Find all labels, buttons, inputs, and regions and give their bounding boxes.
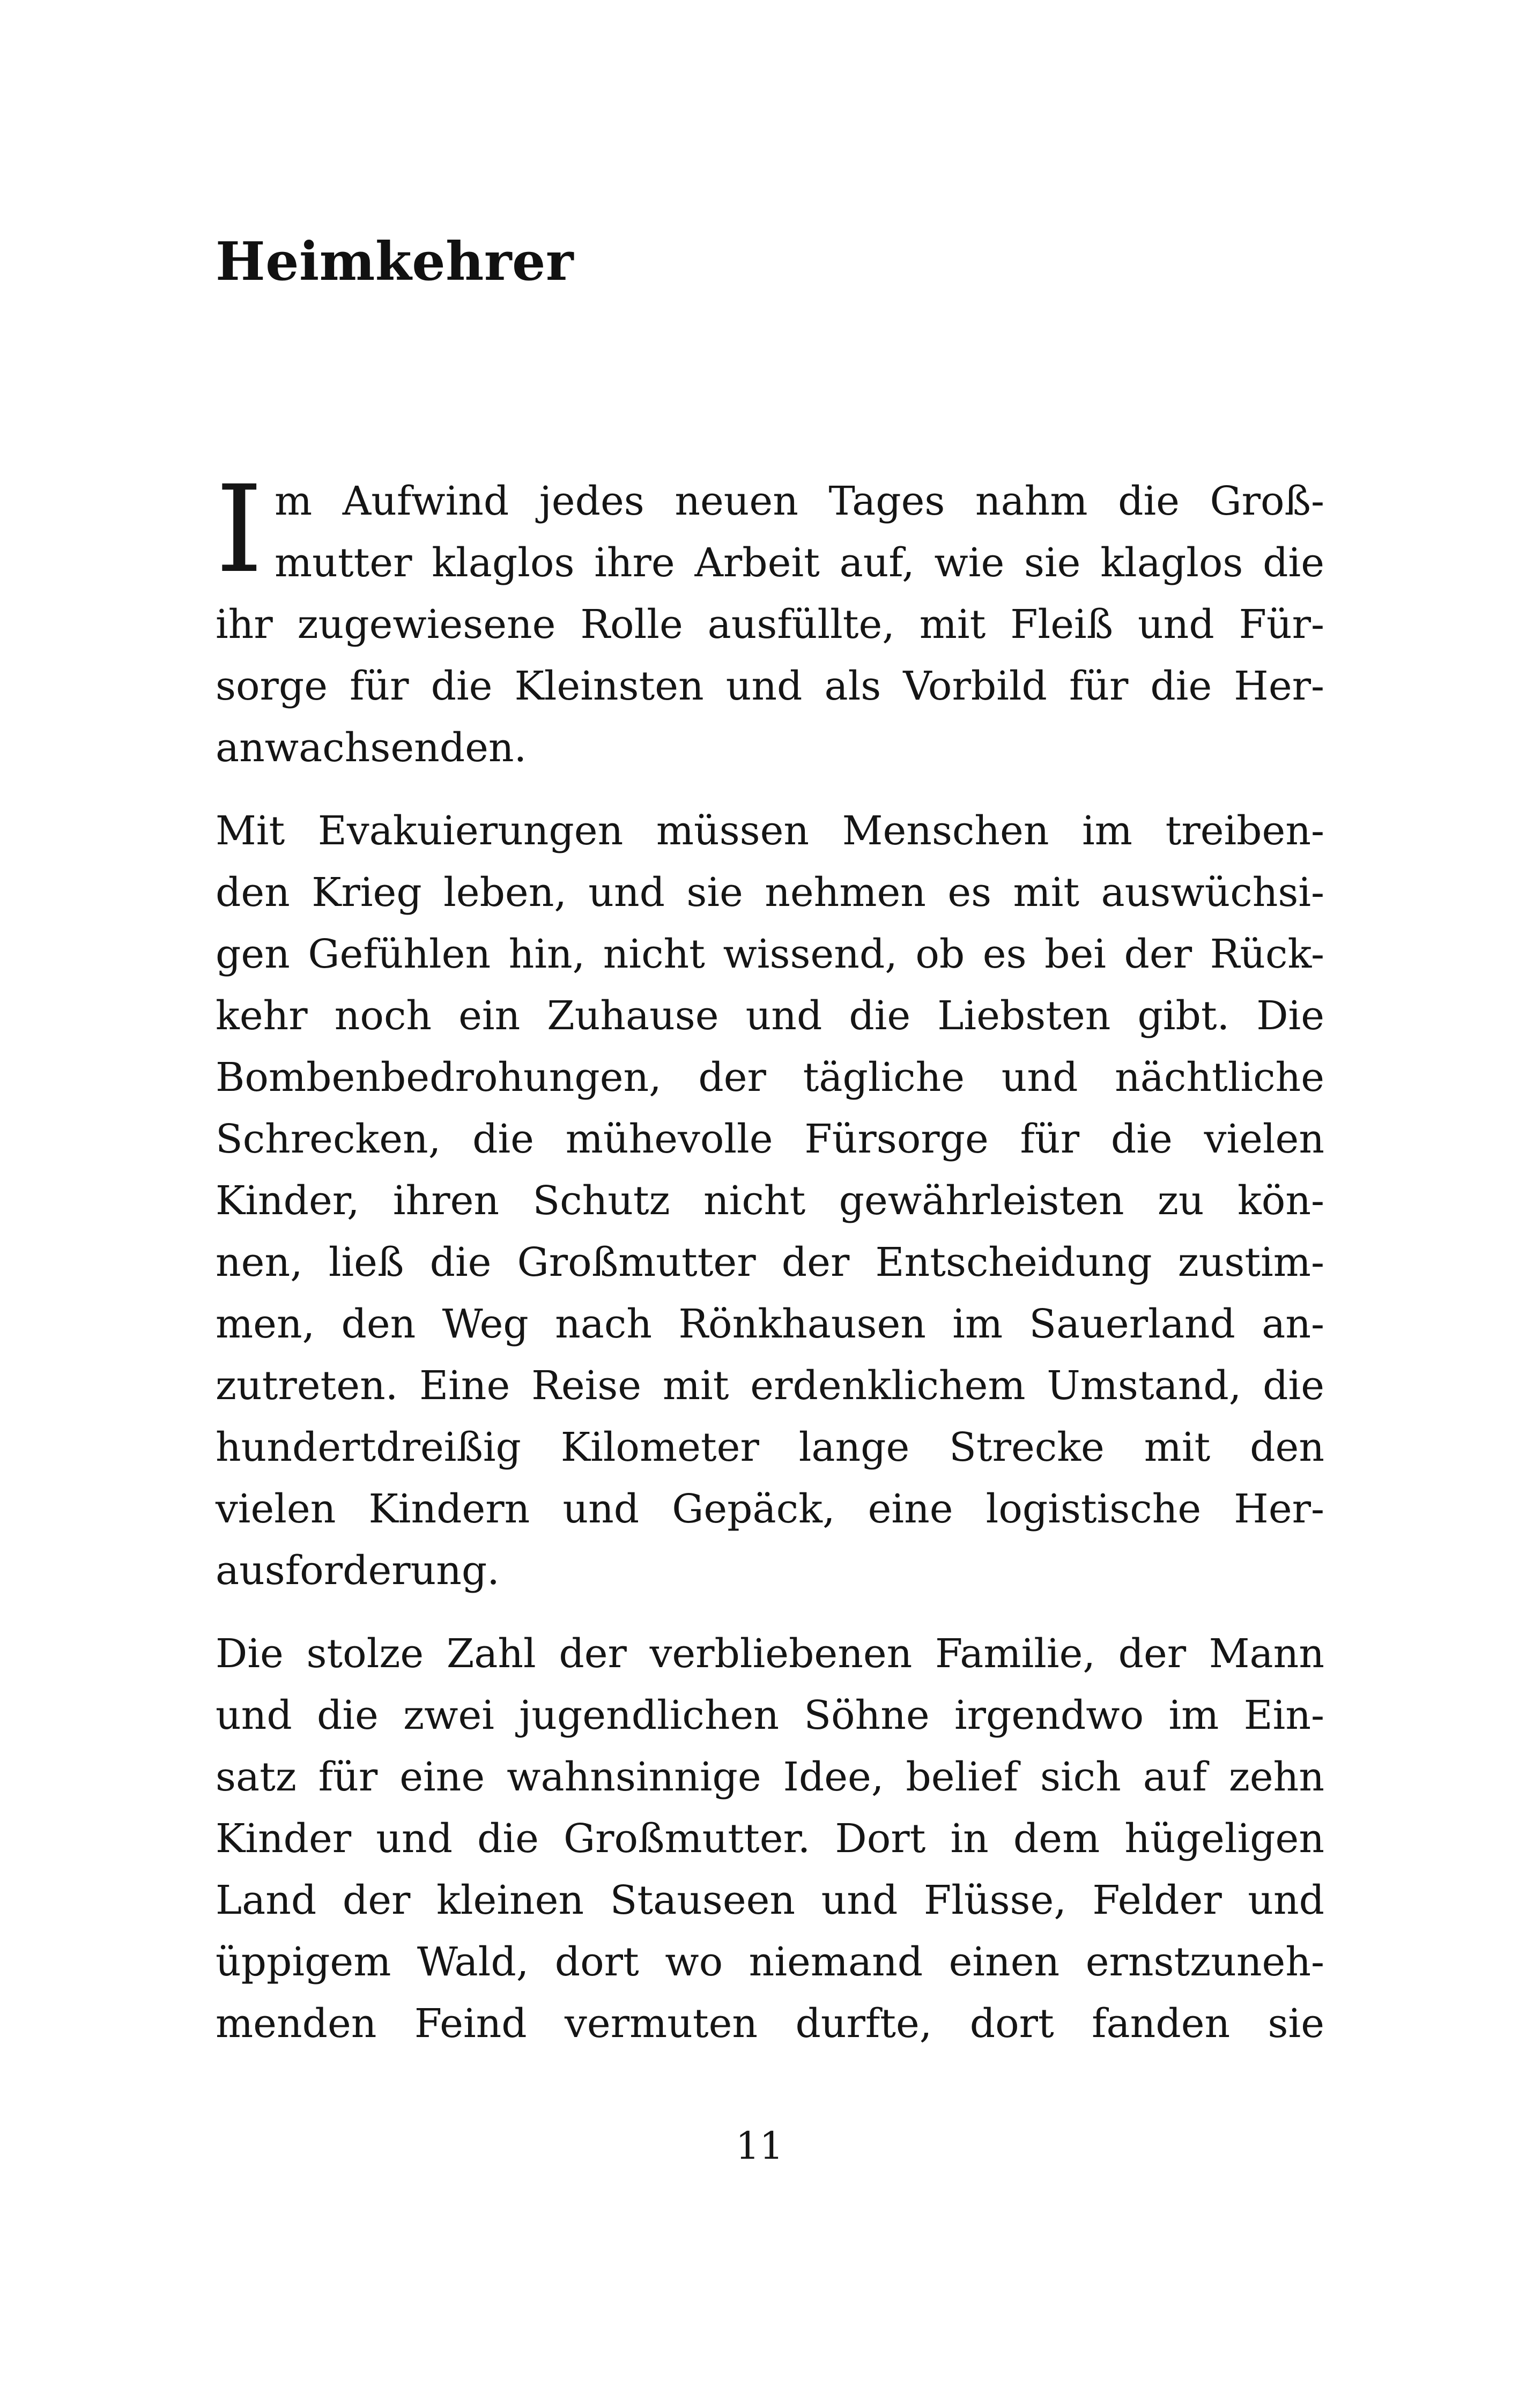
text-line: ausforderung.	[216, 1548, 500, 1594]
text-line: m Aufwind jedes neuen Tages nahm die Groß-	[275, 478, 1324, 524]
text-line: zutreten. Eine Reise mit erdenklichem Umstand, die	[216, 1363, 1324, 1409]
text-line: Bombenbedrohungen, der tägliche und nächtliche	[216, 1054, 1324, 1101]
text-line: kehr noch ein Zuhause und die Liebsten gibt. Die	[216, 993, 1324, 1039]
drop-cap: I	[216, 459, 263, 599]
text-line: Schrecken, die mühevolle Fürsorge für die vielen	[216, 1116, 1324, 1162]
text-line: mutter klaglos ihre Arbeit auf, wie sie klaglos die	[275, 540, 1324, 586]
text-line: Kinder und die Großmutter. Dort in dem hügeligen	[216, 1816, 1324, 1862]
text-line: gen Gefühlen hin, nicht wissend, ob es bei der Rück-	[216, 931, 1324, 977]
text-line: nen, ließ die Großmutter der Entscheidung zustim-	[216, 1239, 1324, 1285]
text-line: Mit Evakuierungen müssen Menschen im treiben-	[216, 808, 1324, 854]
text-line: sorge für die Kleinsten und als Vorbild für die Her-	[216, 663, 1324, 709]
paragraph-gap	[216, 1602, 1324, 1623]
text-line: satz für eine wahnsinnige Idee, belief sich auf zehn	[216, 1754, 1324, 1800]
text-line: und die zwei jugendlichen Söhne irgendwo im Ein-	[216, 1692, 1324, 1738]
body-text	[216, 459, 1324, 2055]
text-line: ihr zugewiesene Rolle ausfüllte, mit Fleiß und Für-	[216, 601, 1324, 648]
text-line: üppigem Wald, dort wo niemand einen ernstzuneh-	[216, 1939, 1324, 1985]
page-number: 11	[735, 2124, 784, 2168]
text-line: Land der kleinen Stauseen und Flüsse, Felder und	[216, 1877, 1324, 1923]
text-line: Kinder, ihren Schutz nicht gewährleisten zu kön-	[216, 1178, 1324, 1224]
text-line: menden Feind vermuten durfte, dort fanden sie	[216, 2001, 1324, 2047]
chapter-title: Heimkehrer	[216, 231, 574, 293]
text-line: Die stolze Zahl der verbliebenen Familie, der Mann	[216, 1631, 1324, 1677]
text-line: anwachsenden.	[216, 725, 527, 771]
paragraph-gap	[216, 779, 1324, 800]
text-line: vielen Kindern und Gepäck, eine logistische Her-	[216, 1486, 1324, 1532]
text-line: men, den Weg nach Rönkhausen im Sauerland an-	[216, 1301, 1324, 1347]
text-line: den Krieg leben, und sie nehmen es mit auswüchsi-	[216, 869, 1324, 916]
text-line: hundertdreißig Kilometer lange Strecke mit den	[216, 1424, 1324, 1470]
